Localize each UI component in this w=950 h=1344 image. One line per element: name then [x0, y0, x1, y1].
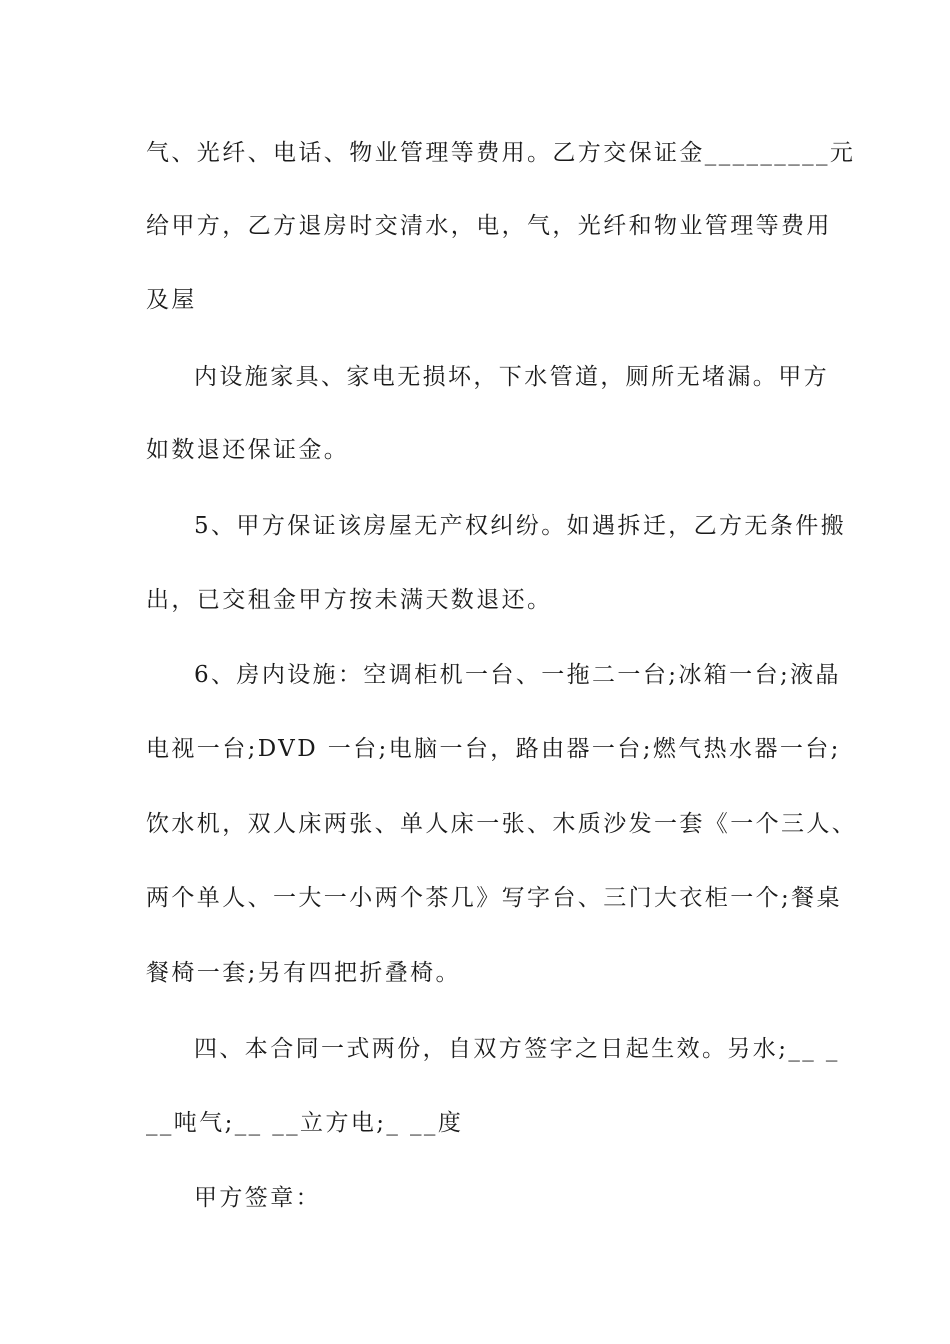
text-line: 饮水机，双人床两张、单人床一张、木质沙发一套《一个三人、 — [146, 811, 858, 837]
text-line: __吨气;__ __立方电;_ __度 — [146, 1110, 464, 1136]
text-line: 给甲方，乙方退房时交清水，电，气，光纤和物业管理等费用 — [146, 213, 832, 239]
text-line: 电视一台;DVD 一台;电脑一台，路由器一台;燃气热水器一台; — [146, 736, 841, 762]
text-line: 四、本合同一式两份，自双方签字之日起生效。另水;__ _ — [194, 1036, 840, 1062]
text-line: 6、房内设施：空调柜机一台、一拖二一台;冰箱一台;液晶 — [194, 662, 841, 688]
text-line: 如数退还保证金。 — [146, 437, 350, 463]
text-line: 5、甲方保证该房屋无产权纠纷。如遇拆迁，乙方无条件搬 — [194, 513, 847, 539]
signature-label: 甲方签章： — [194, 1185, 321, 1211]
text-line: 气、光纤、电话、物业管理等费用。乙方交保证金_________元 — [146, 140, 856, 166]
text-line: 餐椅一套;另有四把折叠椅。 — [146, 960, 461, 986]
text-line: 两个单人、一大一小两个茶几》写字台、三门大衣柜一个;餐桌 — [146, 885, 842, 911]
text-line: 内设施家具、家电无损坏，下水管道，厕所无堵漏。甲方 — [194, 364, 829, 390]
text-line: 出，已交租金甲方按未满天数退还。 — [146, 587, 553, 613]
text-line: 及屋 — [146, 287, 197, 313]
